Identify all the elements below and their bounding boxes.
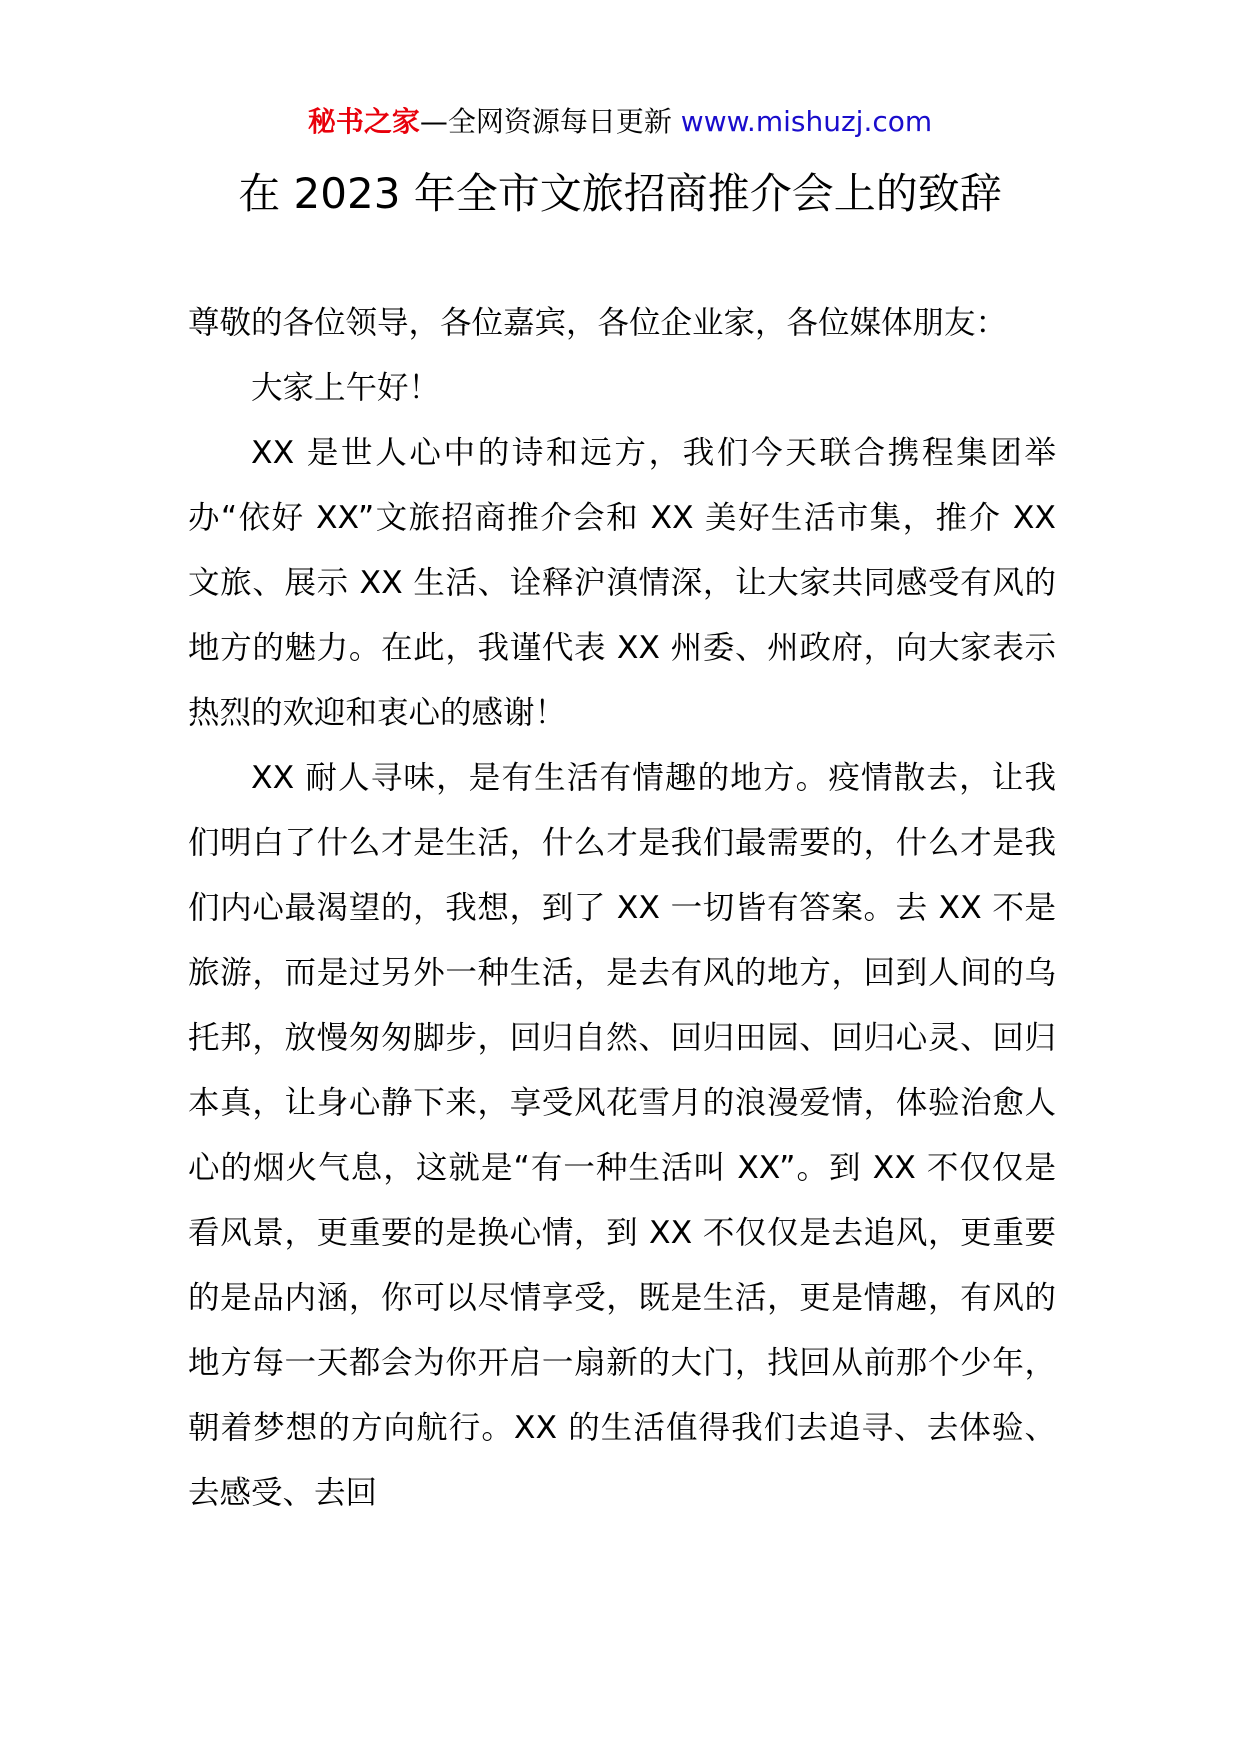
body-paragraph: XX 是世人心中的诗和远方，我们今天联合携程集团举办“依好 XX”文旅招商推介会和 XX 美好生活市集，推介 XX 文旅、展示 XX 生活、诠释沪滇情深，让大家共同感受有风的地方的魅力。在此，我谨代表 XX 州委、州政府，向大家表示热烈的欢迎和衷心的感谢！ (188, 435, 1056, 731)
document-body (188, 291, 1056, 1526)
site-header (0, 102, 1240, 142)
document-title: 在 2023 年全市文旅招商推介会上的致辞 (238, 169, 1002, 218)
salutation-paragraph: 尊敬的各位领导，各位嘉宾，各位企业家，各位媒体朋友： (188, 305, 1008, 341)
body-paragraph: XX 耐人寻味，是有生活有情趣的地方。疫情散去，让我们明白了什么才是生活，什么才是我们最需要的，什么才是我们内心最渴望的，我想，到了 XX 一切皆有答案。去 XX 不是旅游，而是过另外一种生活，是去有风的地方，回到人间的乌托邦，放慢匆匆脚步，回归自然、回归田园、回归心灵、回归本真，让身心静下来，享受风花雪月的浪漫爱情，体验治愈人心的烟火气息，这就是“有一种生活叫 XX”。到 XX 不仅仅是看风景，更重要的是换心情，到 XX 不仅仅是去追风，更重要的是品内涵，你可以尽情享受，既是生活，更是情趣，有风的地方每一天都会为你开启一扇新的大门，找回从前那个少年，朝着梦想的方向航行。XX 的生活值得我们去追寻、去体验、去感受、去回 (188, 760, 1056, 1511)
site-url-link[interactable]: www.mishuzj.com (680, 105, 933, 138)
brand-name: 秘书之家 (307, 105, 420, 138)
greeting-paragraph: 大家上午好！ (251, 370, 441, 406)
site-tagline: —全网资源每日更新 (419, 105, 672, 138)
